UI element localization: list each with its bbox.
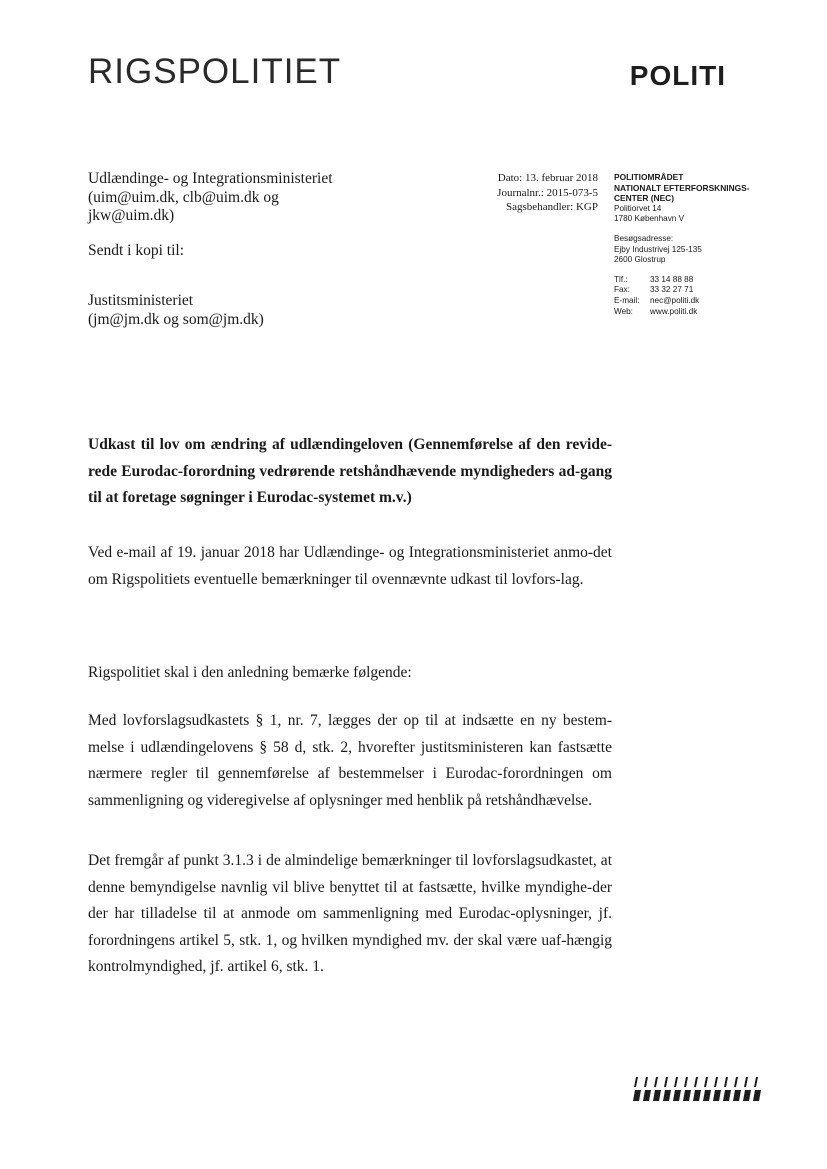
contact-row-fax — [614, 285, 784, 296]
stripe-mark — [663, 1090, 671, 1101]
stripe-mark — [674, 1077, 678, 1087]
stripe-mark — [664, 1077, 668, 1087]
copy-recipient-email: (jm@jm.dk og som@jm.dk) — [88, 310, 264, 328]
sender-address-block — [614, 172, 784, 317]
org-street: Politiorvet 14 — [614, 203, 662, 213]
stripe-mark — [734, 1077, 738, 1087]
copy-recipient-name: Justitsministeriet — [88, 292, 194, 309]
body-paragraph-3: Med lovforslagsudkastets § 1, nr. 7, lægges der op til at indsætte en ny bestem-melse i udlændingelovens § 58 d, stk. 2, hvorefter justitsministeren kan fastsætte nærmere regler til gennemførelse af bestemmelser i Eurodac-forordningen om sammenligning og videregivelse af oplysninger med henblik på retshåndhævelse. — [88, 712, 612, 809]
contact-row-tlf — [614, 275, 784, 286]
stripe-mark — [703, 1090, 711, 1101]
politi-logo: POLITI — [629, 60, 726, 91]
contact-row-email — [614, 296, 784, 307]
org-line: NATIONALT EFTERFORSKNINGS- — [614, 182, 750, 193]
letter-meta — [460, 171, 598, 215]
recipient-block — [88, 170, 418, 329]
stripe-mark — [693, 1090, 701, 1101]
org-city: 1780 København V — [614, 214, 685, 224]
stripe-mark — [724, 1077, 728, 1087]
contact-label: E-mail: — [614, 295, 640, 305]
visit-label: Besøgsadresse: — [614, 233, 674, 243]
meta-journal: Journalnr.: 2015-073-5 — [497, 186, 598, 199]
stripe-mark — [733, 1090, 741, 1101]
stripe-mark — [633, 1090, 641, 1101]
contact-row-web — [614, 307, 784, 318]
stripe-mark — [653, 1090, 661, 1101]
contact-value: 33 14 88 88 — [650, 274, 694, 284]
visit-city: 2600 Glostrup — [614, 255, 666, 265]
contact-label: Fax: — [614, 285, 630, 295]
stripe-mark — [683, 1090, 691, 1101]
contact-value: nec@politi.dk — [650, 295, 700, 305]
stripe-mark — [643, 1090, 651, 1101]
contact-value: www.politi.dk — [650, 306, 698, 316]
stripe-mark — [714, 1077, 718, 1087]
stripe-mark — [673, 1090, 681, 1101]
stripe-mark — [694, 1077, 698, 1087]
letter-subject: Udkast til lov om ændring af udlændingeloven (Gennemførelse af den revide-rede Eurodac-forordning vedrørende retshåndhævende myndigheders ad-gang til at foretage søgninger i Eurodac-systemet m.v.) — [88, 436, 612, 506]
stripe-mark — [743, 1090, 751, 1101]
stripe-mark — [744, 1077, 748, 1087]
stripe-mark — [723, 1090, 731, 1101]
rigspolitiet-title: RIGSPOLITIET — [88, 52, 342, 91]
org-line: POLITIOMRÅDET — [614, 172, 684, 182]
body-paragraph-2: Rigspolitiet skal i den anledning bemærke følgende: — [88, 664, 412, 681]
recipient-line: (uim@uim.dk, clb@uim.dk og — [88, 188, 279, 206]
recipient-line: Udlændinge- og Integrationsministeriet — [88, 170, 333, 187]
body-paragraph-4: Det fremgår af punkt 3.1.3 i de almindelige bemærkninger til lovforslagsudkastet, at denne bemyndigelse navnlig vil blive benyttet til at fastsætte, hvilke myndighe-der der har tilladelse til at anmode om sammenligning med Eurodac-oplysninger, jf. forordningens artikel 5, stk. 1, og hvilken myndighed mv. der skal være uaf-hængig kontrolmyndighed, jf. artikel 6, stk. 1. — [88, 852, 612, 975]
contact-label: Web: — [614, 306, 633, 316]
stripe-mark — [644, 1077, 648, 1087]
stripe-mark — [713, 1090, 721, 1101]
stripe-mark — [704, 1077, 708, 1087]
contact-label: Tlf.: — [614, 274, 628, 284]
recipient-line: jkw@uim.dk) — [88, 207, 175, 224]
stripe-mark — [753, 1090, 761, 1101]
visit-street: Ejby Industrivej 125-135 — [614, 244, 702, 254]
org-line: CENTER (NEC) — [614, 193, 675, 204]
meta-date: Dato: 13. februar 2018 — [497, 172, 598, 184]
contact-value: 33 32 27 71 — [650, 285, 694, 295]
stripe-mark — [684, 1077, 688, 1087]
police-stripes-icon — [633, 1077, 763, 1101]
copy-label: Sendt i kopi til: — [88, 241, 185, 259]
stripe-mark — [634, 1077, 638, 1087]
stripe-mark — [654, 1077, 658, 1087]
body-paragraph-1: Ved e-mail af 19. januar 2018 har Udlændinge- og Integrationsministeriet anmo-det om Rigspolitiets eventuelle bemærkninger til ovennævnte udkast til lovfors-lag. — [88, 544, 612, 588]
stripe-mark — [754, 1077, 758, 1087]
meta-caseworker: Sagsbehandler: KGP — [506, 201, 598, 213]
